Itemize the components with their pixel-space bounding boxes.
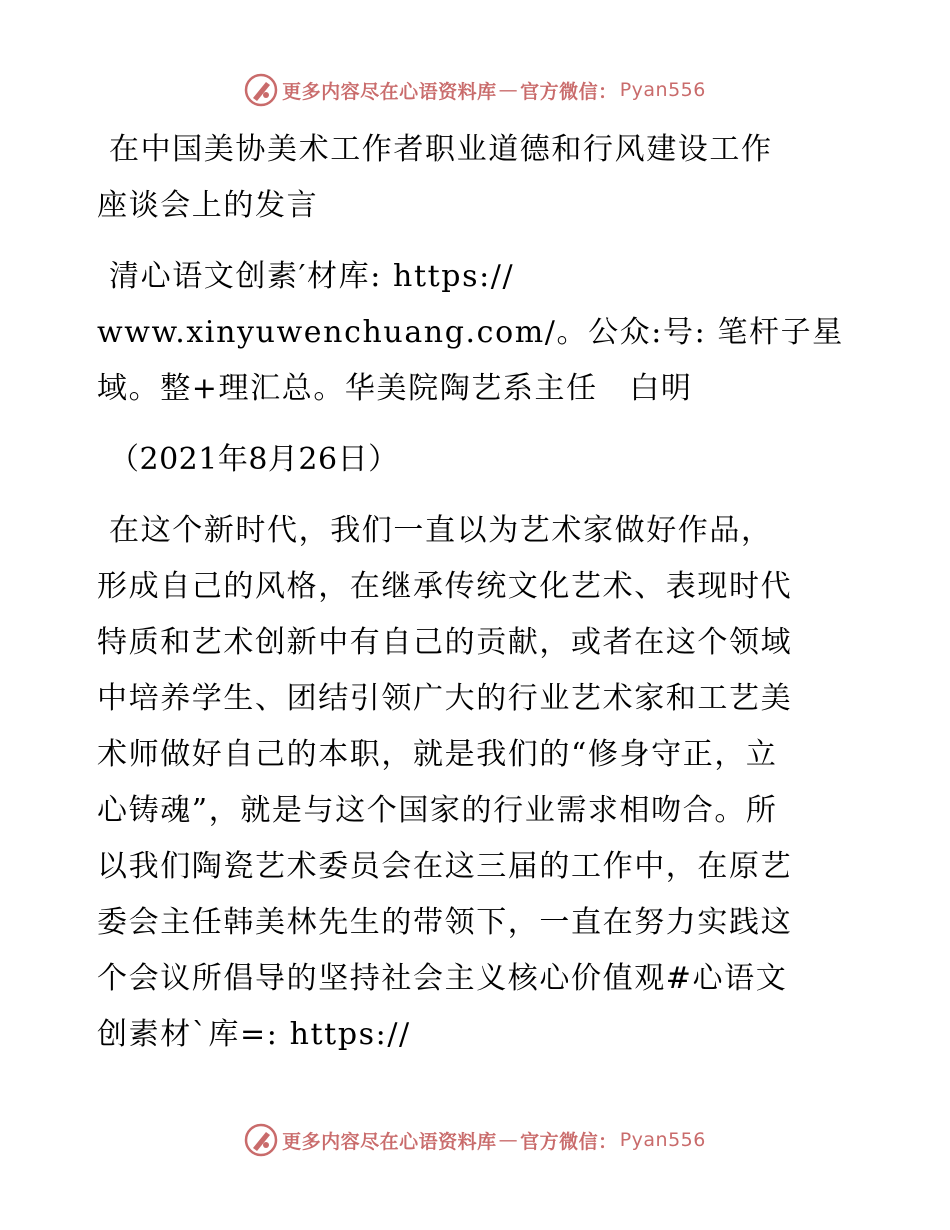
body-line: 以我们陶瓷艺术委员会在这三届的工作中，在原艺: [97, 849, 793, 884]
title-line: 座谈会上的发言: [97, 188, 319, 223]
document-body: [97, 122, 857, 1078]
body-line: 术师做好自己的本职，就是我们的“修身守正，立: [97, 737, 778, 772]
body-line: 在这个新时代，我们一直以为艺术家做好作品，: [109, 513, 773, 548]
body-line: 特质和艺术创新中有自己的贡献，或者在这个领域: [97, 625, 793, 660]
intro-line: 清心语文创素′材库: https://: [109, 259, 515, 294]
body-line: 委会主任韩美林先生的带领下，一直在努力实践这: [97, 905, 793, 940]
pen-seal-icon: [244, 73, 278, 107]
speech-date: （2021年8月26日）: [109, 442, 399, 477]
footer-watermark: [0, 1120, 950, 1160]
header-watermark: [0, 70, 950, 110]
body-line: 个会议所倡导的坚持社会主义核心价值观#心语文: [97, 961, 788, 996]
intro-line: 域。整+理汇总。华美院陶艺系主任 白明: [97, 371, 693, 406]
watermark-main-text: 更多内容尽在心语资料库: [282, 80, 497, 103]
watermark-wechat-id: Pyan556: [619, 79, 706, 101]
watermark-wechat-label: 官方微信：: [520, 1130, 618, 1153]
document-title: [97, 122, 857, 234]
title-line: 在中国美协美术工作者职业道德和行风建设工作: [109, 132, 773, 167]
watermark-separator: —: [498, 1129, 519, 1151]
body-paragraph: [97, 503, 857, 1063]
body-line: 心铸魂”，就是与这个国家的行业需求相吻合。所: [97, 793, 778, 828]
body-line: 形成自己的风格，在继承传统文化艺术、表现时代: [97, 569, 793, 604]
intro-paragraph: [97, 249, 857, 417]
watermark-wechat-id: Pyan556: [619, 1129, 706, 1151]
watermark-main-text: 更多内容尽在心语资料库: [282, 1130, 497, 1153]
body-line: 创素材`库=: https://: [97, 1017, 411, 1052]
body-line: 中培养学生、团结引领广大的行业艺术家和工艺美: [97, 681, 793, 716]
intro-line: www.xinyuwenchuang.com/。公众:号: 笔杆子星: [97, 315, 844, 350]
date-paragraph: [97, 432, 857, 488]
watermark-separator: —: [498, 79, 519, 101]
pen-seal-icon: [244, 1123, 278, 1157]
watermark-wechat-label: 官方微信：: [520, 80, 618, 103]
